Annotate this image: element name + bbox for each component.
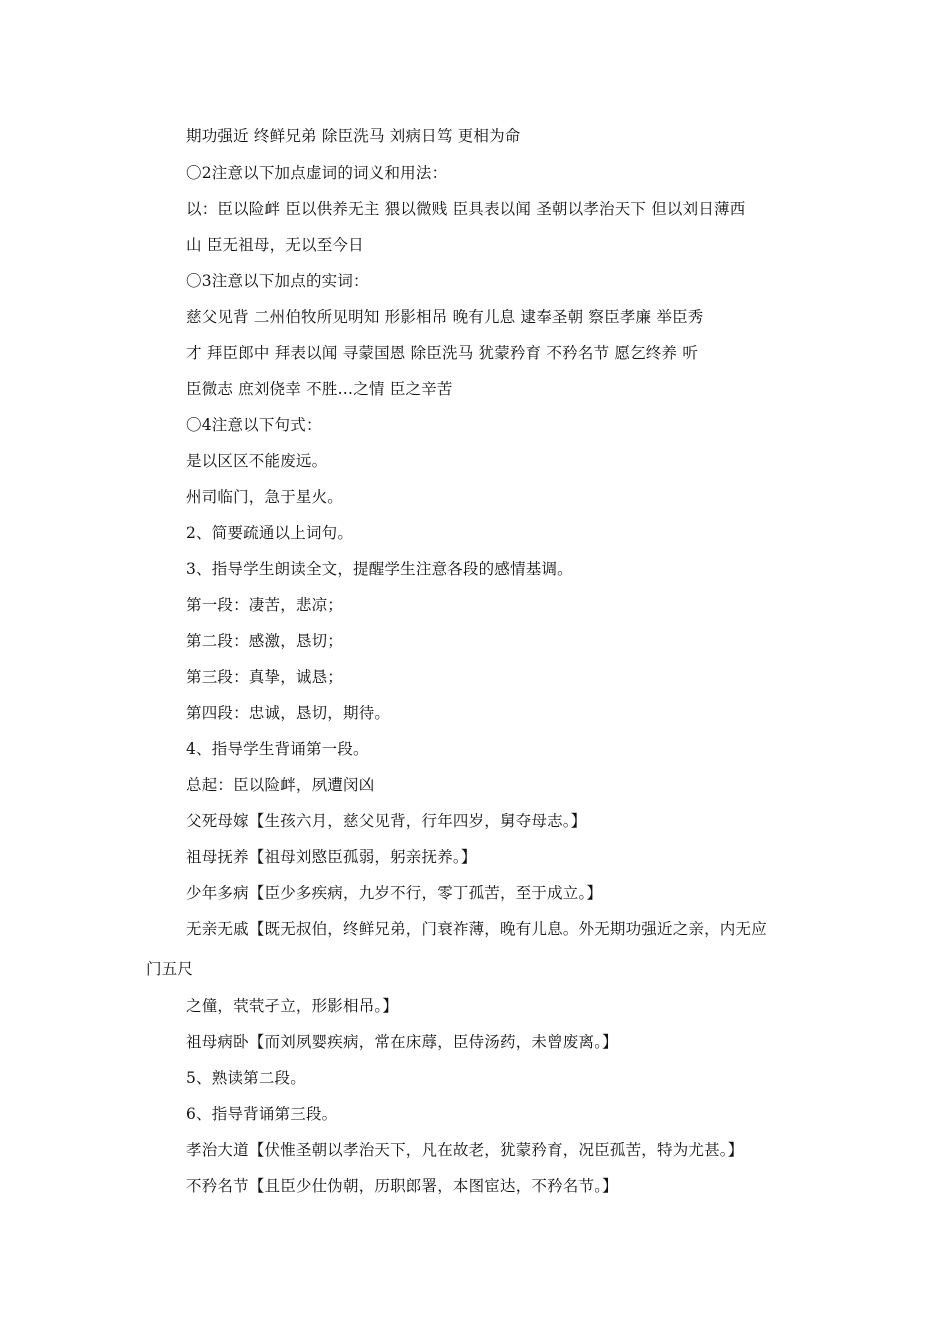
text-line: 门五尺 xyxy=(146,960,194,978)
text-line: 期功强近 终鲜兄弟 除臣洗马 刘病日笃 更相为命 xyxy=(186,127,521,145)
step-line: 2、简要疏通以上词句。 xyxy=(186,524,354,542)
text-line: 不矜名节【且臣少仕伪朝，历职郎署，本图宦达，不矜名节。】 xyxy=(186,1177,618,1195)
text-line: 第二段：感激，恳切； xyxy=(186,632,344,650)
text-line: 孝治大道【伏惟圣朝以孝治天下，凡在故老，犹蒙矜育，况臣孤苦，特为尤甚。】 xyxy=(186,1141,744,1159)
text-line: 以：臣以险衅 臣以供养无主 猥以微贱 臣具表以闻 圣朝以孝治天下 但以刘日薄西 xyxy=(186,200,746,218)
text-line: 之僮，茕茕孑立，形影相吊。】 xyxy=(186,997,399,1015)
step-line: 3、指导学生朗读全文，提醒学生注意各段的感情基调。 xyxy=(186,560,573,578)
text-line: 父死母嫁【生孩六月，慈父见背，行年四岁，舅夺母志。】 xyxy=(186,812,587,830)
text-line: 第四段：忠诚，恳切，期待。 xyxy=(186,704,391,722)
section-heading: 〇4注意以下句式： xyxy=(186,416,322,434)
text-line: 祖母抚养【祖母刘愍臣孤弱，躬亲抚养。】 xyxy=(186,848,477,866)
step-line: 4、指导学生背诵第一段。 xyxy=(186,740,369,758)
section-heading: 〇3注意以下加点的实词： xyxy=(186,272,369,290)
text-line: 臣微志 庶刘侥幸 不胜…之情 臣之辛苦 xyxy=(186,380,453,398)
text-line: 无亲无戚【既无叔伯，终鲜兄弟，门衰祚薄，晚有儿息。外无期功强近之亲，内无应 xyxy=(186,920,767,938)
text-line: 是以区区不能废远。 xyxy=(186,452,328,470)
section-heading: 〇2注意以下加点虚词的词义和用法： xyxy=(186,164,448,182)
text-line: 慈父见背 二州伯牧所见明知 形影相吊 晚有儿息 逮奉圣朝 察臣孝廉 举臣秀 xyxy=(186,308,704,326)
text-line: 祖母病卧【而刘夙婴疾病，常在床蓐，臣侍汤药，未曾废离。】 xyxy=(186,1033,618,1051)
step-line: 5、熟读第二段。 xyxy=(186,1069,306,1087)
text-line: 才 拜臣郎中 拜表以闻 寻蒙国恩 除臣洗马 犹蒙矜育 不矜名节 愿乞终养 听 xyxy=(186,344,699,362)
text-line: 第一段：凄苦，悲凉； xyxy=(186,596,344,614)
text-line: 第三段：真挚，诚恳； xyxy=(186,668,344,686)
text-line: 总起：臣以险衅，夙遭闵凶 xyxy=(186,776,375,794)
step-line: 6、指导背诵第三段。 xyxy=(186,1105,338,1123)
text-line: 少年多病【臣少多疾病，九岁不行，零丁孤苦，至于成立。】 xyxy=(186,884,603,902)
text-line: 山 臣无祖母，无以至今日 xyxy=(186,236,364,254)
text-line: 州司临门，急于星火。 xyxy=(186,488,344,506)
